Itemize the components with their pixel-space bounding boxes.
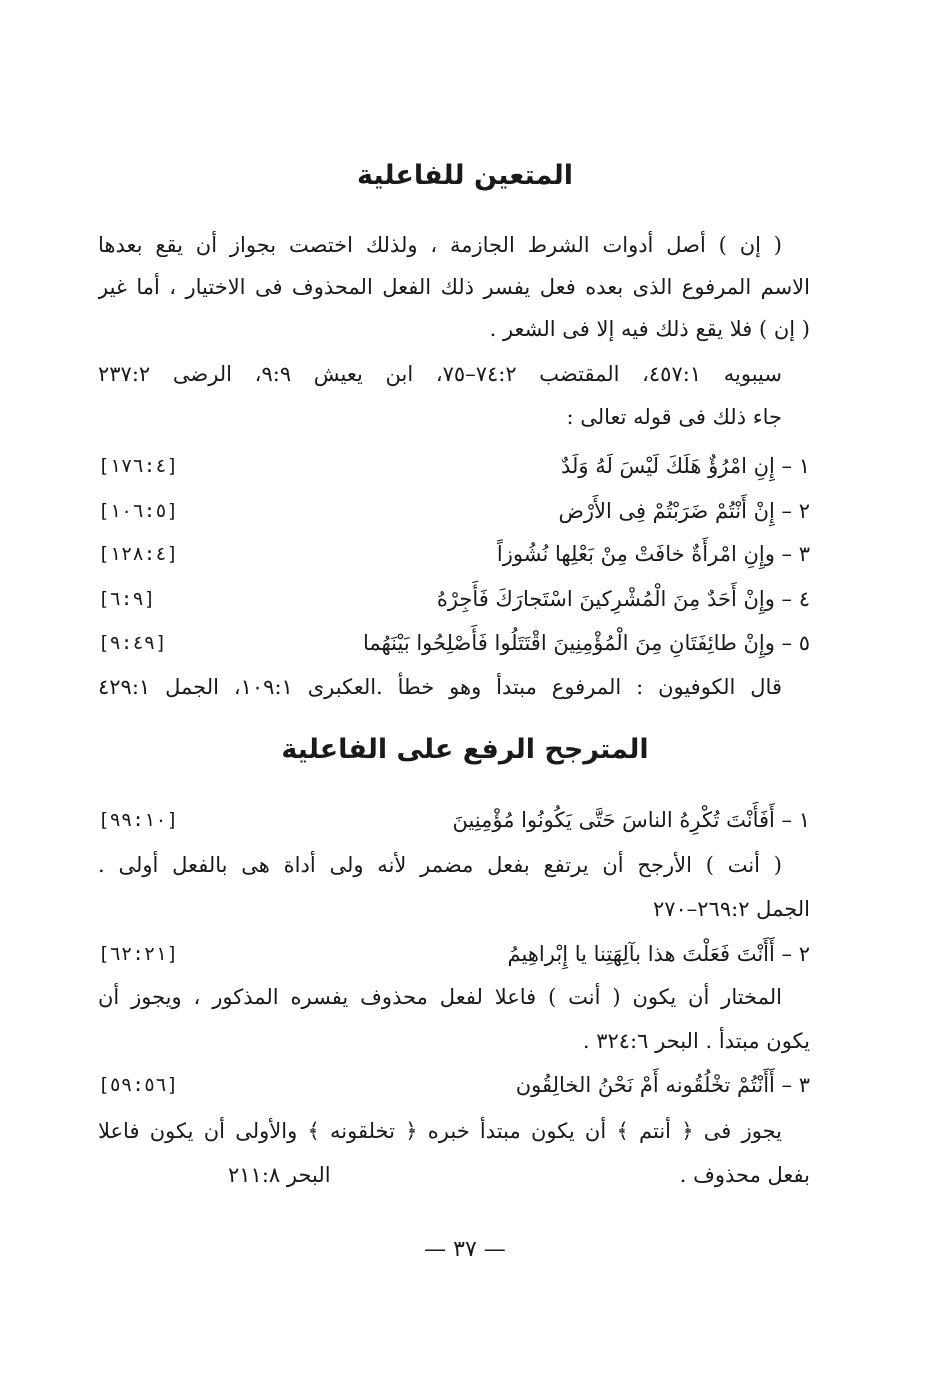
verse-row [98,801,810,841]
verse-row [98,492,810,532]
verse-reference: [٥٩:٥٦] [98,1074,179,1096]
intro-line-2: الاسم المرفوع الذى بعده فعل يفسر ذلك الفعل المحذوف فى الاختيار ، أما غير [98,275,810,299]
verse-row [98,624,810,664]
page-number: — ٣٧ — [424,1237,506,1262]
section-heading-mutarajjih: المترجح الرفع على الفاعلية [281,734,649,765]
verse-text: ٣ – أَأَنْتُمْ تخْلُقُونه أَمْ نَحْنُ الخالِقُون [515,1073,810,1097]
item2-note-line-1: المختار أن يكون ( أنت ) فاعلا لفعل محذوف يفسره المذكور ، ويجوز أن [98,985,782,1009]
item3-last-row [98,1156,810,1196]
verse-row [98,535,810,575]
item1-note: ( أنت ) الأرجح أن يرتفع بفعل مضمر لأنه ولى أداة هى بالفعل أولى . [98,853,782,877]
item3-note-line-1: يجوز فى ﴿ أنتم ﴾ أن يكون مبتدأ خبره ﴿ تخلقونه ﴾ والأولى أن يكون فاعلا [98,1119,782,1143]
item3-source: البحر ٢١١:٨ [228,1163,331,1187]
intro-line-1: ( إن ) أصل أدوات الشرط الجازمة ، ولذلك اختصت بجواز أن يقع بعدها [98,233,782,257]
verse-reference: [١٧٦:٤] [98,455,179,477]
sources-line: سيبويه ٤٥٧:١، المقتضب ٧٤:٢–٧٥، ابن يعيش ٩:٩، الرضى ٢٣٧:٢ [98,362,782,386]
verse-row [98,1066,810,1106]
item3-note-line-2: بفعل محذوف . [679,1163,810,1187]
verse-reference: [٩:٤٩] [98,632,167,654]
verse-reference: [٦٢:٢١] [98,943,179,965]
verse-text: ٥ – وإِنْ طائِفَتَانِ مِنَ الْمُؤْمِنِينَ اقْتَتَلُوا فَأَصْلِحُوا بَيْنَهُما [362,631,810,655]
verse-reference: [١٠٦:٥] [98,500,179,522]
verse-reference: [٩٩:١٠] [98,809,179,831]
verse-text: ٢ – أَأَنْتَ فَعَلْتَ هذا بآلِهَتِنا يا إِبْراهِيمُ [507,942,810,966]
verse-text: ٣ – وإِنِ امْرأَةٌ خافَتْ مِنْ بَعْلِها نُشُوزاً [496,542,810,566]
verse-text: ٢ – إِنْ أَنْتُمْ ضَرَبْتُمْ فِى الأَرْض [558,499,810,523]
verse-row [98,935,810,975]
section-heading-mutaayyin: المتعين للفاعلية [356,160,574,191]
verses-intro: جاء ذلك فى قوله تعالى : [566,405,782,429]
item2-note-line-2: يكون مبتدأ . البحر ٣٢٤:٦ . [582,1029,810,1053]
verse-text: ١ – إِنِ امْرُؤٌ هَلَكَ لَيْسَ لَهُ وَلَدٌ [560,454,810,478]
verse-row [98,580,810,620]
kufi-note: قال الكوفيون : المرفوع مبتدأ وهو خطأ .العكبرى ١٠٩:١، الجمل ٤٢٩:١ [98,675,782,699]
verse-reference: [٦:٩] [98,588,156,610]
item1-source: الجمل ٢٦٩:٢–٢٧٠ [652,897,810,921]
intro-line-3: ( إن ) فلا يقع ذلك فيه إلا فى الشعر . [489,317,810,341]
verse-text: ١ – أَفَأَنْتَ تُكْرِهُ الناسَ حَتَّى يَكُونُوا مُؤْمِنِينَ [452,808,810,832]
verse-text: ٤ – وإِنْ أَحَدٌ مِنَ الْمُشْرِكينَ اسْتَجارَكَ فَأَجِرْهُ [436,587,810,611]
verse-reference: [١٢٨:٤] [98,543,179,565]
verse-row [98,447,810,487]
